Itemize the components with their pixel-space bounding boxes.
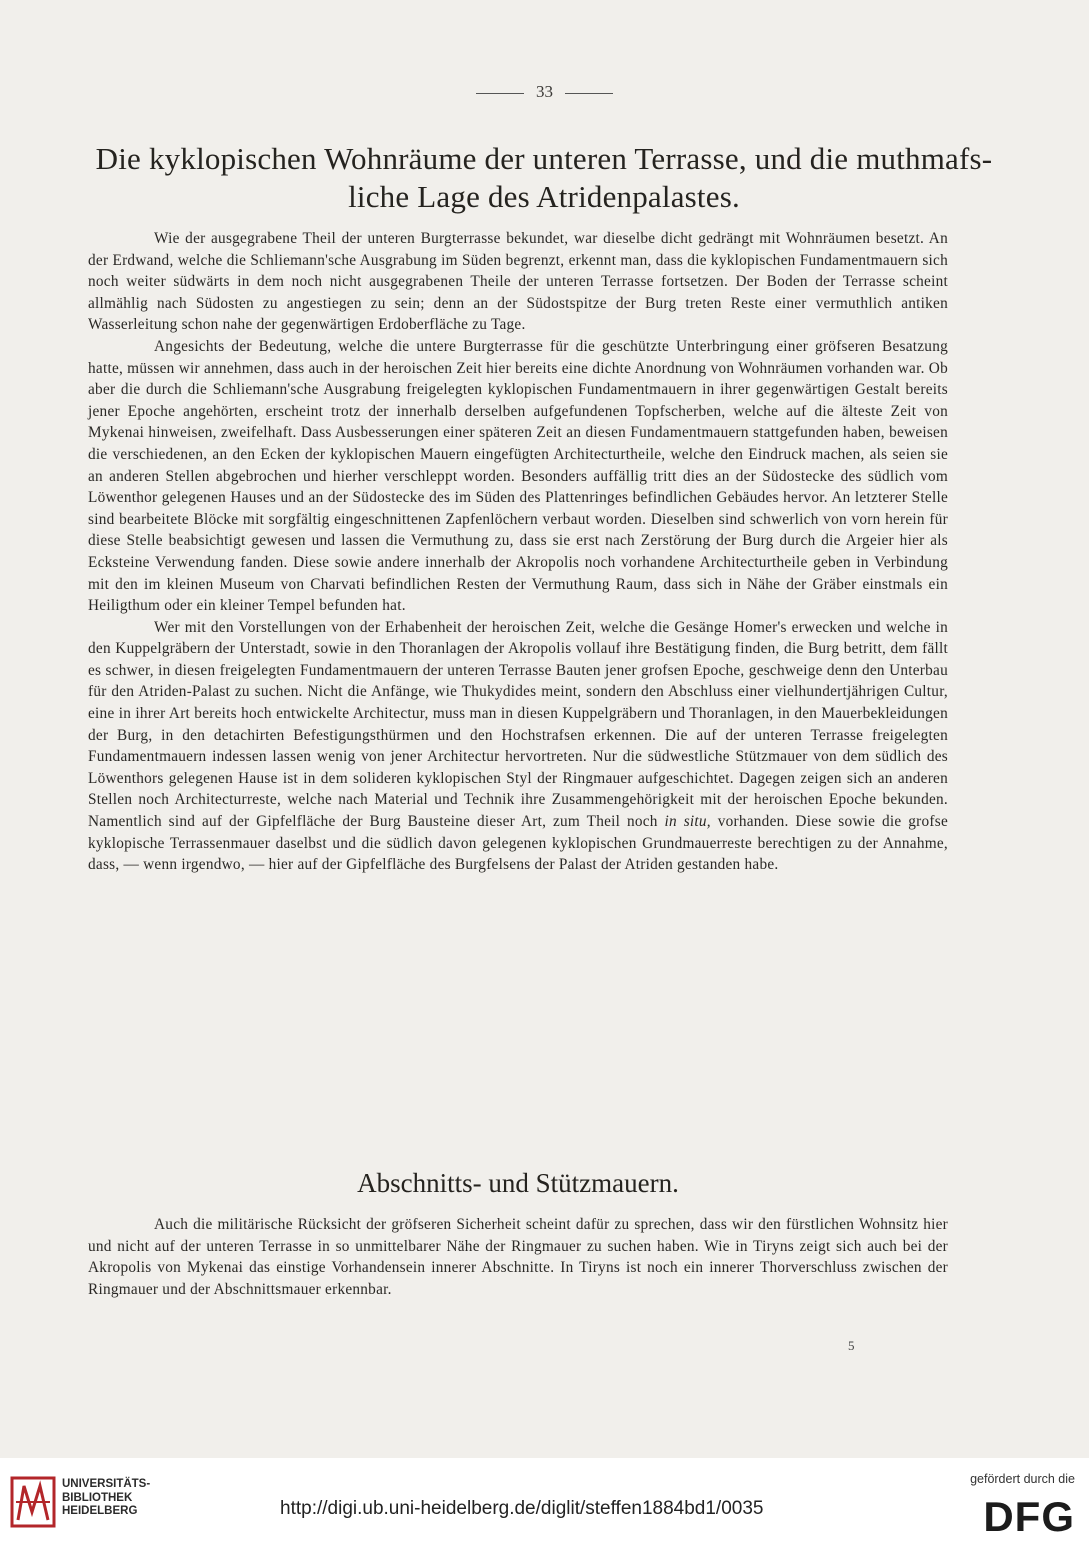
- paragraph-3: [88, 617, 948, 876]
- paragraph-3-text-a: Wer mit den Vorstellungen von der Erhabenheit der heroischen Zeit, welche die Gesänge Homer's erwecken und welche in den Kuppelgräbern der Unterstadt, sowie in den Thoranlagen der Akropolis vollauf ihre Bestätigung finden, die Burg betritt, dem fällt es schwer, in diesen freigelegten Fundamentmauern der unteren Terrasse Bauten jener grofsen Epoche, geschweige denn den Unterbau für den Atriden-Palast zu suchen. Nicht die Anfänge, wie Thukydides meint, sondern den Abschluss einer vielhundertjährigen Cultur, eine in ihrer Art bereits hoch entwickelte Architectur, muss man in diesen Kuppelgräbern und Thoranlagen, in den Mauerbekleidungen der Burg, in den detachirten Befestigungsthürmen und den Hochstrafsen erkennen. Die auf der unteren Terrasse freigelegten Fundamentmauern indessen lassen wenig von jener Architectur hervortreten. Nur die südwestliche Stützmauer von dem südlich des Löwenthors gelegenen Hause ist in dem solideren kyklopischen Styl der Ringmauer aufgeschichtet. Dagegen zeigen sich an anderen Stellen noch Architecturreste, welche nach Material und Technik ihre Zusammengehörigkeit mit der heroischen Epoche bekunden. Namentlich sind auf der Gipfelfläche der Burg Bausteine dieser Art, zum Theil noch: [88, 618, 948, 831]
- section-body: [88, 1214, 948, 1300]
- library-name-line-2: BIBLIOTHEK: [62, 1491, 133, 1504]
- header-rule-right: [565, 93, 613, 94]
- paragraph-3-italic: in situ,: [664, 813, 711, 831]
- permalink-url[interactable]: http://digi.ub.uni-heidelberg.de/diglit/steffen1884bd1/0035: [280, 1498, 764, 1519]
- section-paragraph: Auch die militärische Rücksicht der gröfseren Sicherheit scheint dafür zu sprechen, dass wir den fürstlichen Wohnsitz hier und nicht auf der unteren Terrasse in so unmittelbarer Nähe der Ringmauer zu suchen haben. Wie in Tiryns zeigt sich auch bei der Akropolis von Mykenai das einstige Vorhandensein innerer Abschnitte. In Tiryns ist noch ein innerer Thorverschluss zwischen der Ringmauer und der Abschnittsmauer erkennbar.: [88, 1216, 948, 1298]
- paragraph-3-text-b: vorhanden. Diese sowie die grofse kyklopische Terrassenmauer daselbst und die südlich davon gelegenen kyklopischen Grundmauerreste berechtigen zu der Annahme, dass, — wenn irgendwo, — hier auf der Gipfelfläche des Burgfelsens der Palast der Atriden gestanden habe.: [88, 813, 948, 874]
- page-header: [0, 82, 1089, 102]
- page-number: 33: [536, 82, 553, 101]
- header-rule-left: [476, 93, 524, 94]
- library-name-line-1: UNIVERSITÄTS-: [62, 1478, 151, 1490]
- dfg-logo: DFG: [983, 1493, 1075, 1540]
- viewer-footer: [0, 1458, 1089, 1550]
- paragraph-2: Angesichts der Bedeutung, welche die untere Burgterrasse für die geschützte Unterbringung einer gröfseren Besatzung hatte, müssen wir annehmen, dass auch in der heroischen Zeit hier bereits eine dichte Anordnung von Wohnräumen vorhanden war. Ob aber die durch die Schliemann'sche Ausgrabung freigelegten kyklopischen Fundamentmauern in ihrer gegenwärtigen Gestalt bereits jener Epoche angehörten, erscheint trotz der innerhalb derselben aufgefundenen Topfscherben, welche auf die älteste Zeit von Mykenai hinweisen, zweifelhaft. Dass Ausbesserungen einer späteren Zeit an diesen Fundamentmauern stattgefunden haben, beweisen die verschiedenen, an den Ecken der kyklopischen Mauern eingefügten Architecturtheile, welche den Eindruck machen, als seien sie an anderen Stellen abgebrochen und hierher verschleppt worden. Besonders auffällig tritt dies an der Südostecke des südlich vom Löwenthor gelegenen Hauses und an der Südostecke des im Süden des Plattenringes befindlichen Gebäudes hervor. An letzterer Stelle sind bearbeitete Blöcke mit sorgfältig eingeschnittenen Zapfenlöchern verbaut worden. Dieselben sind schwerlich von vorn herein für diese Stelle beabsichtigt gewesen und lassen die Vermuthung zu, dass sie erst nach Zerstörung der Burg durch die Argeier hier als Ecksteine Verwendung fanden. Diese sowie andere innerhalb der Akropolis noch vorhandene Architecturtheile geben in Verbindung mit den im kleinen Museum von Charvati befindlichen Resten der Vermuthung Raum, dass sich in Nähe der Gräber einstmals ein Heiligthum oder ein kleiner Tempel befunden hat.: [88, 337, 948, 615]
- funding-label: gefördert durch die: [970, 1472, 1075, 1486]
- university-library-logo-icon: [10, 1476, 56, 1528]
- paragraph-1: Wie der ausgegrabene Theil der unteren Burgterrasse bekundet, war dieselbe dicht gedrängt mit Wohnräumen besetzt. An der Erdwand, welche die Schliemann'sche Ausgrabung im Süden begrenzt, erkennt man, dass die kyklopischen Fundamentmauern sich noch weiter südwärts in dem noch nicht ausgegrabenen Theile der unteren Terrasse fortsetzen. Der Boden der Terrasse scheint allmählig nach Südosten zu angestiegen zu sein; denn an der Südostspitze der Burg treten Reste einer vermuthlich antiken Wasserleitung schon nahe der gegenwärtigen Erdoberfläche zu Tage.: [88, 230, 948, 334]
- section-title: Abschnitts- und Stützmauern.: [357, 1168, 679, 1198]
- signature-mark: 5: [848, 1338, 855, 1353]
- chapter-body: [88, 228, 948, 876]
- chapter-title: Die kyklopischen Wohnräume der unteren Terrasse, und die muthmafs-liche Lage des Atridenpalastes.: [95, 141, 993, 214]
- library-name-line-3: HEIDELBERG: [62, 1505, 138, 1517]
- library-name: [62, 1478, 150, 1519]
